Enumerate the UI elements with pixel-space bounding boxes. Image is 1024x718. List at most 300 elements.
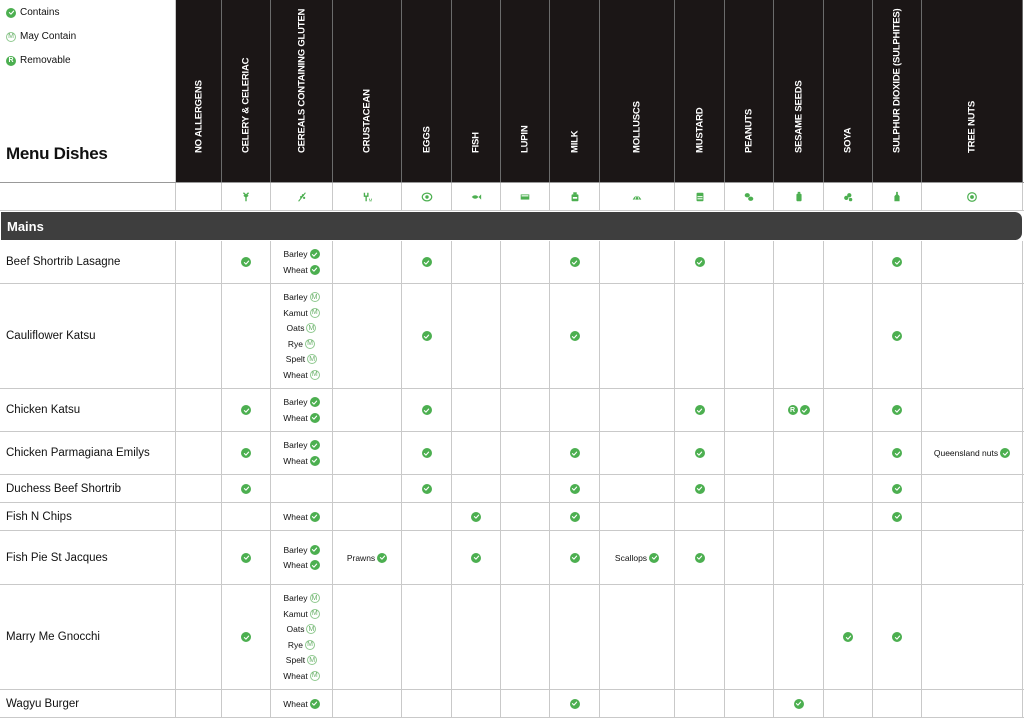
allergen-detail: Rye bbox=[287, 338, 304, 349]
allergen-entry bbox=[241, 445, 251, 461]
allergen-icon-cell bbox=[725, 183, 774, 210]
allergen-cell bbox=[873, 503, 922, 530]
contains-check-icon bbox=[892, 405, 902, 415]
may-contain-icon: M bbox=[310, 370, 320, 380]
contains-check-icon bbox=[377, 553, 387, 563]
allergen-cell bbox=[725, 585, 774, 689]
allergen-cell bbox=[824, 284, 873, 388]
tree-nuts-icon bbox=[965, 191, 979, 203]
allergen-entry bbox=[892, 509, 902, 525]
allergen-cell bbox=[222, 475, 271, 502]
allergen-header-label: PEANUTS bbox=[743, 109, 755, 153]
allergen-entry bbox=[615, 550, 659, 566]
allergen-cell bbox=[333, 389, 402, 431]
table-row bbox=[0, 389, 1024, 432]
legend-item bbox=[6, 30, 175, 43]
allergen-cell bbox=[452, 475, 501, 502]
contains-check-icon bbox=[422, 484, 432, 494]
allergen-entry bbox=[283, 509, 320, 525]
contains-check-icon bbox=[422, 405, 432, 415]
allergen-entry bbox=[283, 395, 319, 411]
allergen-cell bbox=[271, 241, 333, 283]
allergen-icon-cell bbox=[873, 183, 922, 210]
allergen-cell bbox=[774, 432, 824, 474]
allergen-cell bbox=[824, 503, 873, 530]
allergen-cell bbox=[922, 432, 1023, 474]
allergen-cell bbox=[725, 503, 774, 530]
allergen-cell bbox=[922, 503, 1023, 530]
allergen-entry bbox=[286, 352, 317, 368]
allergen-cell bbox=[725, 284, 774, 388]
allergen-cell bbox=[675, 475, 725, 502]
allergen-cell bbox=[600, 241, 675, 283]
allergen-detail: Wheat bbox=[283, 369, 308, 380]
allergen-cell bbox=[600, 432, 675, 474]
allergen-header bbox=[675, 0, 725, 182]
allergen-icon-cell bbox=[550, 183, 600, 210]
contains-check-icon bbox=[241, 448, 251, 458]
allergen-cell bbox=[501, 503, 550, 530]
allergen-cell bbox=[402, 432, 452, 474]
contains-check-icon bbox=[892, 257, 902, 267]
allergen-cell bbox=[922, 284, 1023, 388]
dish-name: Wagyu Burger bbox=[6, 697, 80, 710]
allergen-cell bbox=[600, 389, 675, 431]
contains-check-icon bbox=[1000, 448, 1010, 458]
allergen-icon-cell bbox=[501, 183, 550, 210]
allergen-cell bbox=[222, 585, 271, 689]
allergen-cell bbox=[333, 475, 402, 502]
removable-icon: R bbox=[6, 56, 16, 66]
allergen-cell bbox=[452, 241, 501, 283]
contains-check-icon bbox=[570, 553, 580, 563]
allergen-detail: Barley bbox=[283, 544, 308, 555]
allergen-cell bbox=[824, 475, 873, 502]
allergen-entry bbox=[283, 542, 319, 558]
allergen-header-label: MOLLUSCS bbox=[631, 101, 643, 153]
may-contain-icon: M bbox=[305, 339, 315, 349]
dish-name: Beef Shortrib Lasagne bbox=[6, 256, 121, 268]
allergen-cell bbox=[774, 284, 824, 388]
allergen-icon-cell bbox=[333, 183, 402, 210]
allergen-cell bbox=[550, 432, 600, 474]
allergen-detail: Wheat bbox=[283, 560, 308, 571]
mustard-icon bbox=[693, 191, 707, 203]
allergen-cell bbox=[452, 503, 501, 530]
contains-check-icon bbox=[310, 249, 320, 259]
allergen-detail: Barley bbox=[283, 397, 308, 408]
allergen-cell bbox=[452, 389, 501, 431]
allergen-entry bbox=[422, 445, 432, 461]
allergen-entry bbox=[794, 696, 804, 712]
may-contain-icon: M bbox=[310, 308, 320, 318]
allergen-cell bbox=[873, 690, 922, 717]
allergen-cell bbox=[333, 585, 402, 689]
contains-check-icon bbox=[310, 512, 320, 522]
allergen-entry bbox=[347, 550, 387, 566]
allergen-cell bbox=[176, 475, 222, 502]
allergen-entry bbox=[695, 481, 705, 497]
table-row bbox=[0, 503, 1024, 531]
allergen-header bbox=[402, 0, 452, 182]
dish-cell bbox=[0, 585, 176, 689]
allergen-cell bbox=[176, 531, 222, 584]
allergen-entry bbox=[283, 290, 319, 306]
allergen-icon-cell bbox=[774, 183, 824, 210]
allergen-cell bbox=[922, 585, 1023, 689]
allergen-cell bbox=[550, 585, 600, 689]
allergen-cell bbox=[550, 475, 600, 502]
contains-check-icon bbox=[241, 257, 251, 267]
allergen-entry bbox=[471, 509, 481, 525]
contains-check-icon bbox=[649, 553, 659, 563]
contains-check-icon bbox=[310, 397, 320, 407]
allergen-cell bbox=[824, 389, 873, 431]
section-header: Mains bbox=[1, 212, 1022, 240]
may-contain-icon: M bbox=[306, 323, 316, 333]
allergen-entry bbox=[422, 254, 432, 270]
allergen-cell bbox=[725, 531, 774, 584]
legend-item bbox=[6, 54, 175, 67]
legend-label: Contains bbox=[20, 7, 60, 18]
allergen-cell bbox=[271, 585, 333, 689]
contains-check-icon bbox=[310, 413, 320, 423]
contains-check-icon bbox=[570, 484, 580, 494]
contains-check-icon bbox=[570, 331, 580, 341]
allergen-cell bbox=[922, 475, 1023, 502]
allergen-entry bbox=[241, 481, 251, 497]
allergen-detail: Scallops bbox=[614, 552, 648, 563]
allergen-entry bbox=[695, 402, 705, 418]
molluscs-icon bbox=[630, 191, 644, 203]
allergen-cell bbox=[675, 503, 725, 530]
allergen-entry bbox=[283, 668, 320, 684]
allergen-detail: Wheat bbox=[283, 511, 308, 522]
allergen-cell bbox=[675, 585, 725, 689]
contains-check-icon bbox=[6, 8, 16, 18]
allergen-icons-row bbox=[0, 183, 1024, 211]
allergen-cell bbox=[873, 389, 922, 431]
table-row bbox=[0, 531, 1024, 585]
allergen-cell bbox=[501, 241, 550, 283]
contains-check-icon bbox=[794, 699, 804, 709]
dish-cell bbox=[0, 389, 176, 431]
allergen-cell bbox=[176, 690, 222, 717]
allergen-cell bbox=[550, 503, 600, 530]
icons-row-spacer bbox=[0, 183, 176, 210]
allergen-entry bbox=[283, 247, 319, 263]
allergen-cell bbox=[501, 389, 550, 431]
allergen-icon-cell bbox=[675, 183, 725, 210]
allergen-cell bbox=[922, 690, 1023, 717]
allergen-entry bbox=[288, 637, 315, 653]
allergen-detail: Spelt bbox=[285, 354, 306, 365]
allergen-cell bbox=[550, 241, 600, 283]
allergen-entry bbox=[422, 402, 432, 418]
may-contain-icon: M bbox=[310, 292, 320, 302]
allergen-cell bbox=[550, 690, 600, 717]
dish-cell bbox=[0, 432, 176, 474]
removable-icon: R bbox=[788, 405, 798, 415]
allergen-cell bbox=[222, 432, 271, 474]
allergen-cell bbox=[222, 531, 271, 584]
allergen-detail: Spelt bbox=[285, 655, 306, 666]
allergen-cell bbox=[600, 475, 675, 502]
allergen-cell bbox=[675, 432, 725, 474]
allergen-header bbox=[873, 0, 922, 182]
allergen-header bbox=[824, 0, 873, 182]
allergen-cell bbox=[271, 690, 333, 717]
allergen-entry bbox=[695, 445, 705, 461]
allergen-entry bbox=[241, 629, 251, 645]
allergen-cell bbox=[501, 284, 550, 388]
may-contain-icon: M bbox=[310, 593, 320, 603]
sulphites-icon bbox=[890, 191, 904, 203]
allergen-entry bbox=[241, 402, 251, 418]
contains-check-icon bbox=[471, 553, 481, 563]
allergen-cell bbox=[333, 241, 402, 283]
allergen-entry bbox=[288, 336, 315, 352]
svg-text:M: M bbox=[368, 196, 373, 202]
allergen-header-label: EGGS bbox=[421, 126, 432, 153]
allergen-cell bbox=[402, 585, 452, 689]
allergen-cell bbox=[271, 284, 333, 388]
allergen-cell bbox=[774, 690, 824, 717]
dish-cell bbox=[0, 503, 176, 530]
contains-check-icon bbox=[892, 512, 902, 522]
allergen-cell bbox=[271, 475, 333, 502]
allergen-header bbox=[550, 0, 600, 182]
allergen-cell bbox=[176, 585, 222, 689]
allergen-entry bbox=[570, 328, 580, 344]
legend bbox=[0, 0, 176, 182]
contains-check-icon bbox=[422, 331, 432, 341]
allergen-cell bbox=[600, 503, 675, 530]
allergen-cell bbox=[402, 531, 452, 584]
allergen-header bbox=[600, 0, 675, 182]
may-contain-icon: M bbox=[6, 32, 16, 42]
allergen-cell bbox=[550, 389, 600, 431]
dish-cell bbox=[0, 475, 176, 502]
allergen-header bbox=[452, 0, 501, 182]
contains-check-icon bbox=[570, 257, 580, 267]
dish-cell bbox=[0, 531, 176, 584]
allergen-entry bbox=[892, 445, 902, 461]
allergen-header-label: SULPHUR DIOXIDE (SULPHITES) bbox=[891, 8, 903, 153]
allergen-cell bbox=[333, 432, 402, 474]
allergen-cell bbox=[725, 389, 774, 431]
allergen-cell bbox=[222, 241, 271, 283]
allergen-cell bbox=[675, 690, 725, 717]
allergen-entry bbox=[283, 453, 320, 469]
allergen-detail: Barley bbox=[283, 440, 308, 451]
contains-check-icon bbox=[570, 699, 580, 709]
allergen-entry bbox=[695, 550, 705, 566]
allergen-entry bbox=[695, 254, 705, 270]
allergen-detail: Queensland nuts bbox=[933, 448, 999, 458]
contains-check-icon bbox=[695, 553, 705, 563]
dish-name: Marry Me Gnocchi bbox=[6, 631, 100, 643]
contains-check-icon bbox=[310, 699, 320, 709]
allergen-cell bbox=[873, 531, 922, 584]
fish-icon bbox=[469, 191, 483, 203]
allergen-cell bbox=[402, 503, 452, 530]
dish-name: Cauliflower Katsu bbox=[6, 330, 96, 342]
section-header-wrap bbox=[0, 211, 1024, 241]
dish-name: Fish Pie St Jacques bbox=[6, 551, 108, 564]
allergen-detail: Oats bbox=[286, 323, 305, 334]
allergen-header-label: CRUSTACEAN bbox=[361, 89, 373, 153]
table-row bbox=[0, 585, 1024, 690]
allergen-icon-cell bbox=[922, 183, 1023, 210]
allergen-entry bbox=[422, 481, 432, 497]
contains-check-icon bbox=[695, 448, 705, 458]
allergen-header bbox=[774, 0, 824, 182]
allergen-header-label: SESAME SEEDS bbox=[793, 80, 804, 153]
sesame-icon bbox=[792, 191, 806, 203]
allergen-cell bbox=[725, 475, 774, 502]
allergen-entry bbox=[570, 509, 580, 525]
allergen-cell bbox=[176, 503, 222, 530]
dish-name: Chicken Katsu bbox=[6, 404, 81, 416]
allergen-detail: Wheat bbox=[283, 412, 308, 423]
allergen-header-label: MUSTARD bbox=[694, 107, 705, 153]
allergen-cell bbox=[271, 432, 333, 474]
allergen-cell bbox=[873, 475, 922, 502]
allergen-entry bbox=[892, 328, 902, 344]
allergen-cell bbox=[725, 241, 774, 283]
allergen-header bbox=[333, 0, 402, 182]
allergen-header bbox=[222, 0, 271, 182]
contains-check-icon bbox=[570, 448, 580, 458]
allergen-cell bbox=[333, 503, 402, 530]
allergen-detail: Wheat bbox=[283, 670, 308, 681]
allergen-cell bbox=[333, 284, 402, 388]
allergen-entry bbox=[843, 629, 853, 645]
allergen-cell bbox=[922, 531, 1023, 584]
contains-check-icon bbox=[310, 456, 320, 466]
allergen-detail: Kamut bbox=[283, 307, 308, 318]
contains-check-icon bbox=[422, 257, 432, 267]
allergen-icon-cell bbox=[271, 183, 333, 210]
allergen-cell bbox=[774, 389, 824, 431]
matrix-header bbox=[0, 0, 1024, 183]
table-row bbox=[0, 284, 1024, 389]
allergen-cell bbox=[675, 389, 725, 431]
lupin-icon bbox=[518, 191, 532, 203]
allergen-header bbox=[271, 0, 333, 182]
allergen-cell bbox=[176, 432, 222, 474]
allergen-header-label: CELERY & CELERIAC bbox=[240, 57, 252, 153]
allergen-cell bbox=[222, 284, 271, 388]
allergen-header-label: LUPIN bbox=[519, 125, 531, 153]
dish-cell bbox=[0, 241, 176, 283]
allergen-entry bbox=[241, 550, 251, 566]
allergen-entry bbox=[283, 438, 319, 454]
allergen-header bbox=[922, 0, 1023, 182]
allergen-cell bbox=[402, 241, 452, 283]
contains-check-icon bbox=[241, 632, 251, 642]
allergen-cell bbox=[600, 585, 675, 689]
allergen-header-label: TREE NUTS bbox=[966, 100, 978, 153]
allergen-cell bbox=[873, 585, 922, 689]
allergen-header bbox=[501, 0, 550, 182]
allergen-header-label: SOYA bbox=[842, 127, 854, 153]
allergen-cell bbox=[675, 241, 725, 283]
allergen-cell bbox=[501, 690, 550, 717]
allergen-entry bbox=[283, 606, 320, 622]
allergen-cell bbox=[501, 531, 550, 584]
allergen-entry bbox=[934, 445, 1010, 461]
allergen-cell bbox=[452, 585, 501, 689]
may-contain-icon: M bbox=[307, 354, 317, 364]
contains-check-icon bbox=[892, 484, 902, 494]
allergen-cell bbox=[402, 284, 452, 388]
allergen-header-label: CEREALS CONTAINING GLUTEN bbox=[296, 8, 307, 153]
contains-check-icon bbox=[892, 448, 902, 458]
page-title: Menu Dishes bbox=[6, 144, 108, 163]
contains-check-icon bbox=[310, 265, 320, 275]
allergen-cell bbox=[774, 241, 824, 283]
allergen-cell bbox=[501, 585, 550, 689]
allergen-cell bbox=[501, 475, 550, 502]
allergen-cell bbox=[774, 585, 824, 689]
legend-label: Removable bbox=[20, 55, 71, 66]
allergen-header bbox=[725, 0, 774, 182]
allergen-entry bbox=[241, 254, 251, 270]
allergen-entry bbox=[892, 402, 902, 418]
allergen-header-label: FISH bbox=[470, 132, 482, 153]
contains-check-icon bbox=[422, 448, 432, 458]
allergen-entry bbox=[422, 328, 432, 344]
allergen-cell bbox=[222, 503, 271, 530]
dish-cell bbox=[0, 690, 176, 717]
allergen-cell bbox=[402, 475, 452, 502]
allergen-detail: Oats bbox=[286, 624, 305, 635]
allergen-entry bbox=[283, 367, 320, 383]
allergen-cell bbox=[675, 284, 725, 388]
allergen-entry bbox=[570, 445, 580, 461]
allergen-cell bbox=[725, 690, 774, 717]
may-contain-icon: M bbox=[306, 624, 316, 634]
allergen-cell bbox=[452, 284, 501, 388]
allergen-detail: Barley bbox=[283, 292, 308, 303]
allergen-entry bbox=[570, 550, 580, 566]
allergen-detail: Wheat bbox=[283, 264, 308, 275]
allergen-detail: Wheat bbox=[283, 698, 308, 709]
contains-check-icon bbox=[892, 331, 902, 341]
allergen-cell bbox=[824, 531, 873, 584]
allergen-cell bbox=[271, 389, 333, 431]
contains-check-icon bbox=[310, 440, 320, 450]
dish-name: Fish N Chips bbox=[6, 510, 72, 523]
eggs-icon bbox=[420, 191, 434, 203]
contains-check-icon bbox=[241, 553, 251, 563]
allergen-icon-cell bbox=[176, 183, 222, 210]
allergen-entry bbox=[283, 305, 320, 321]
contains-check-icon bbox=[570, 512, 580, 522]
allergen-entry bbox=[471, 550, 481, 566]
contains-check-icon bbox=[695, 257, 705, 267]
allergen-cell bbox=[873, 241, 922, 283]
allergen-entry bbox=[570, 696, 580, 712]
contains-check-icon bbox=[843, 632, 853, 642]
allergen-cell bbox=[176, 284, 222, 388]
contains-check-icon bbox=[471, 512, 481, 522]
allergen-cell bbox=[550, 531, 600, 584]
celery-icon bbox=[239, 191, 253, 203]
allergen-icon-cell bbox=[600, 183, 675, 210]
